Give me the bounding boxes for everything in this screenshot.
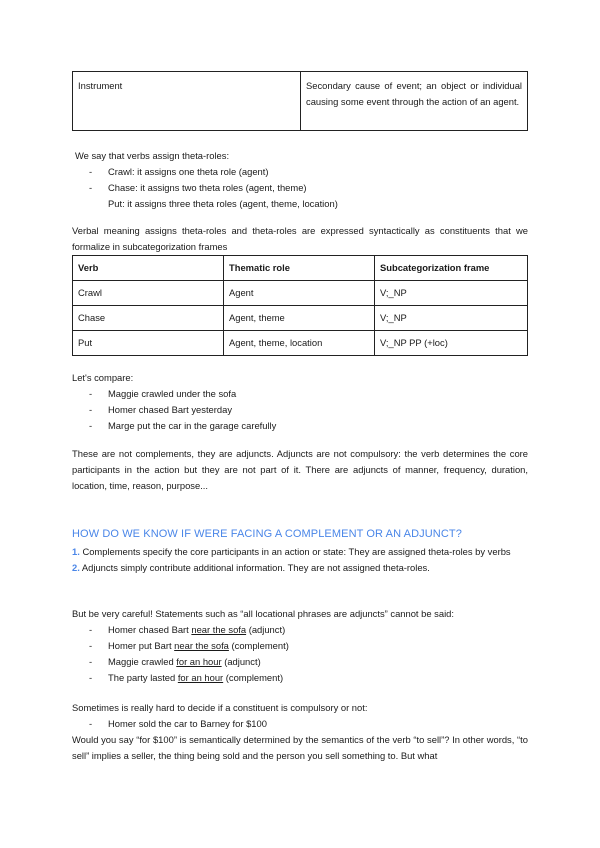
list-item xyxy=(72,638,528,654)
point-1 xyxy=(72,544,528,560)
underlined-phrase: for an hour xyxy=(177,672,224,683)
compare-text: Let's compare: xyxy=(72,372,134,383)
table-cell: Crawl xyxy=(73,281,224,306)
column-header: Thematic role xyxy=(224,256,375,281)
careful-list xyxy=(72,622,528,686)
hard-list xyxy=(72,716,528,732)
item-text: (adjunct) xyxy=(246,624,286,635)
careful-text: But be very careful! Statements such as “all locational phrases are adjuncts” cannot be said: xyxy=(72,608,454,619)
point-number: 1. xyxy=(72,546,80,557)
intro-list xyxy=(72,164,528,212)
compare-list xyxy=(72,386,528,434)
section-heading: HOW DO WE KNOW IF WERE FACING A COMPLEMENT OR AN ADJUNCT? xyxy=(72,528,462,540)
list-item: - Marge put the car in the garage carefully xyxy=(72,418,528,434)
list-item: Put: it assigns three theta roles (agent, theme, location) xyxy=(108,198,338,209)
careful-section xyxy=(72,606,528,686)
list-item xyxy=(72,670,528,686)
definition-table xyxy=(72,71,528,131)
list-item: - Crawl: it assigns one theta role (agent) xyxy=(72,164,528,180)
table-cell: V;_NP xyxy=(375,306,528,331)
intro-text: We say that verbs assign theta-roles: xyxy=(75,150,230,161)
table-cell: Agent, theme xyxy=(224,306,375,331)
table-row xyxy=(73,306,528,331)
hard-section xyxy=(72,700,528,732)
point-2 xyxy=(72,560,528,576)
definition-cell: Secondary cause of event; an object or individual causing some event through the action of an agent. xyxy=(301,72,528,131)
verbal-paragraph: Verbal meaning assigns theta-roles and theta-roles are expressed syntactically as constituents that we formalize in subcategorization frames xyxy=(72,225,528,252)
intro-section xyxy=(72,148,528,212)
item-text: The party lasted xyxy=(108,672,178,683)
table-row xyxy=(73,331,528,356)
list-item: - Homer sold the car to Barney for $100 xyxy=(72,716,528,732)
underlined-phrase: near the sofa xyxy=(191,624,247,635)
list-item xyxy=(72,622,528,638)
table-row xyxy=(73,281,528,306)
hard-text: Sometimes is really hard to decide if a constituent is compulsory or not: xyxy=(72,702,368,713)
list-item: - Maggie crawled under the sofa xyxy=(72,386,528,402)
underlined-phrase: near the sofa xyxy=(174,640,229,651)
final-paragraph: Would you say “for $100” is semantically determined by the semantics of the verb “to sell”? In other words, “to sell” implies a seller, the thing being sold and the person you sell something to. But what xyxy=(72,734,528,761)
point-text: Adjuncts simply contribute additional information. They are not assigned theta-roles. xyxy=(81,562,430,573)
item-text: Maggie crawled xyxy=(108,656,177,667)
item-text: (complement) xyxy=(228,640,289,651)
table-cell: V;_NP PP (+loc) xyxy=(375,331,528,356)
point-text: Complements specify the core participants in an action or state: They are assigned theta-roles by verbs xyxy=(82,546,511,557)
table-cell: Agent, theme, location xyxy=(224,331,375,356)
list-item: - Chase: it assigns two theta roles (agent, theme) xyxy=(72,180,528,196)
list-item: - Homer chased Bart yesterday xyxy=(72,402,528,418)
point-number: 2. xyxy=(72,562,80,573)
list-item xyxy=(72,654,528,670)
subcategorization-table xyxy=(72,255,528,356)
compare-section xyxy=(72,370,528,434)
table-cell: V;_NP xyxy=(375,281,528,306)
table-cell: Chase xyxy=(73,306,224,331)
item-text: (adjunct) xyxy=(221,656,261,667)
table-cell: Put xyxy=(73,331,224,356)
table-header-row xyxy=(73,256,528,281)
adjuncts-paragraph: These are not complements, they are adjuncts. Adjuncts are not compulsory: the verb determines the core participants in the action but they are not part of it. There are adjuncts of manner, frequency, duration, location, time, reason, purpose... xyxy=(72,448,528,491)
item-text: Homer chased Bart xyxy=(108,624,192,635)
underlined-phrase: for an hour xyxy=(176,656,222,667)
column-header: Subcategorization frame xyxy=(375,256,528,281)
item-text: Homer put Bart xyxy=(108,640,175,651)
term-cell: Instrument xyxy=(73,72,301,131)
item-text: (complement) xyxy=(223,672,284,683)
table-row xyxy=(73,72,528,131)
points-section xyxy=(72,544,528,576)
table-cell: Agent xyxy=(224,281,375,306)
column-header: Verb xyxy=(73,256,224,281)
